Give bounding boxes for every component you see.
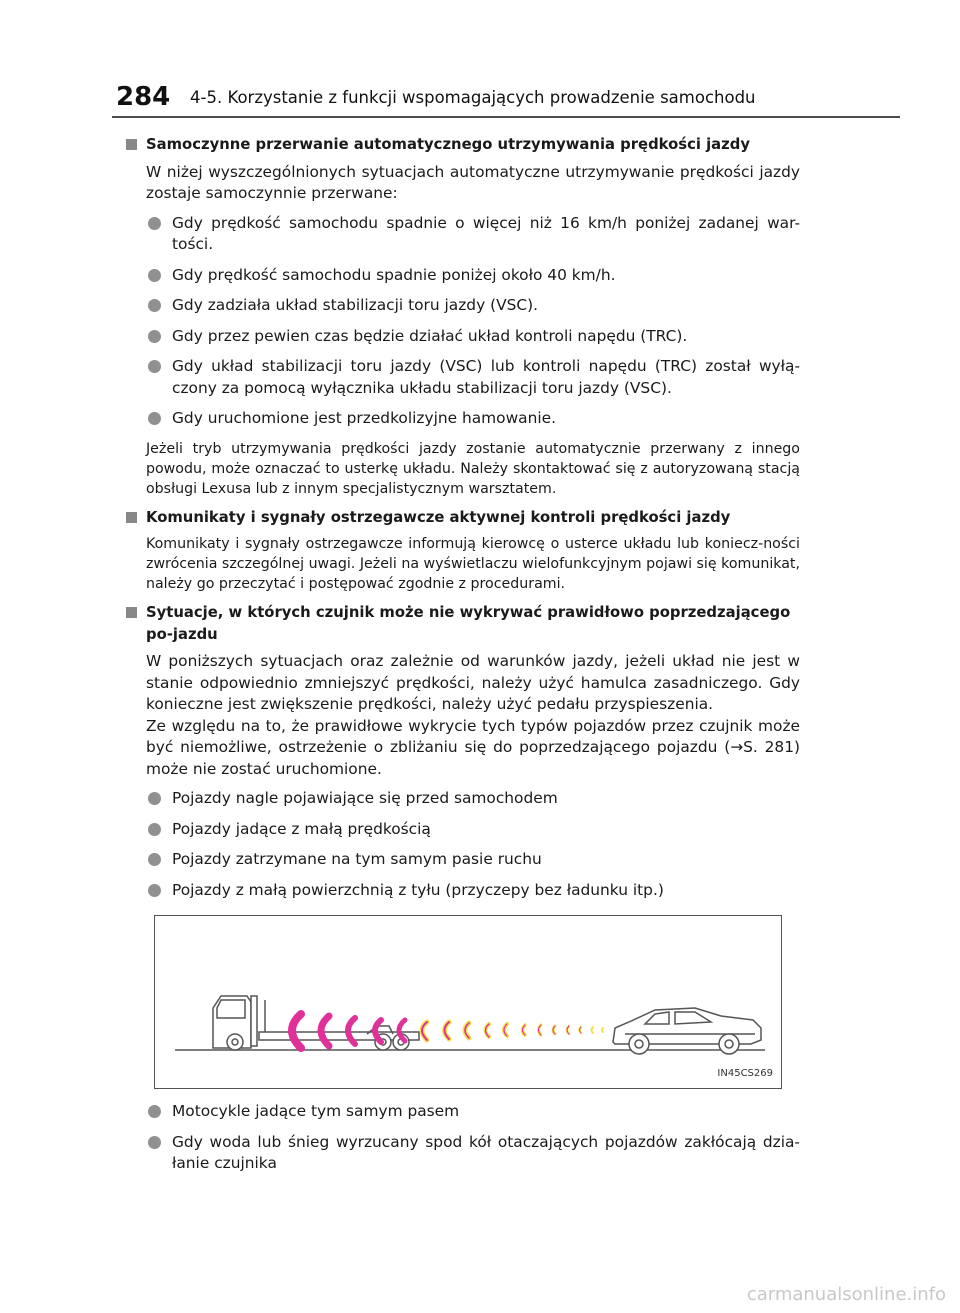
car-icon	[613, 1008, 761, 1054]
bullet-list	[146, 788, 800, 901]
section-heading-text: Sytuacje, w których czujnik może nie wykrywać prawidłowo poprzedzającego po-jazdu	[146, 604, 791, 643]
list-item	[146, 1101, 800, 1123]
list-item	[146, 408, 800, 430]
truck-icon	[213, 996, 419, 1050]
section-heading-text: Samoczynne przerwanie automatycznego utrzymywania prędkości jazdy	[146, 136, 750, 153]
chapter-title: 4-5. Korzystanie z funkcji wspomagających prowadzenie samochodu	[190, 88, 756, 107]
section-intro-2: Ze względu na to, że prawidłowe wykrycie tych typów pojazdów przez czujnik może być niemożliwe, ostrzeżenie o zbliżaniu się do poprzedzającego pojazdu (→S. 281) może nie zostać uruchomione.	[146, 716, 800, 778]
page-header	[112, 80, 900, 118]
list-item-text: Pojazdy z małą powierzchnią z tyłu (przyczepy bez ładunku itp.)	[172, 880, 664, 899]
list-item-text: Pojazdy nagle pojawiające się przed samochodem	[172, 789, 558, 807]
list-item-text: Motocykle jadące tym samym pasem	[172, 1102, 460, 1120]
bullet-list	[146, 213, 800, 430]
radar-waves-icon	[292, 1014, 603, 1048]
bullet-dot-icon	[148, 823, 161, 836]
section-heading-text: Komunikaty i sygnały ostrzegawcze aktywnej kontroli prędkości jazdy	[146, 508, 731, 526]
bullet-dot-icon	[148, 884, 161, 897]
bullet-dot-icon	[148, 792, 161, 805]
bullet-dot-icon	[148, 412, 161, 425]
radar-illustration-svg	[155, 916, 781, 1088]
bullet-dot-icon	[148, 299, 161, 312]
bullet-dot-icon	[148, 1136, 161, 1149]
bullet-dot-icon	[148, 217, 161, 230]
list-item-text: Pojazdy jadące z małą prędkością	[172, 819, 431, 838]
section-heading	[120, 507, 800, 529]
section-heading	[120, 134, 800, 156]
watermark: carmanualsonline.info	[746, 1284, 946, 1305]
radar-illustration	[154, 915, 782, 1089]
page-number: 284	[116, 82, 171, 112]
list-item-text: Gdy przez pewien czas będzie działać układ kontroli napędu (TRC).	[172, 326, 688, 345]
bullet-dot-icon	[148, 1105, 161, 1118]
list-item	[146, 265, 800, 287]
list-item-text: Gdy zadziała układ stabilizacji toru jazdy (VSC).	[172, 296, 539, 314]
list-item	[146, 849, 800, 871]
list-item-text: Pojazdy zatrzymane na tym samym pasie ruchu	[172, 850, 542, 868]
list-item	[146, 1132, 800, 1175]
figure-code: IN45CS269	[717, 1067, 773, 1079]
list-item	[146, 788, 800, 810]
list-item	[146, 213, 800, 256]
bullet-dot-icon	[148, 269, 161, 282]
section-intro: W niżej wyszczególnionych sytuacjach automatyczne utrzymywanie prędkości jazdy zostaje samoczynnie przerwane:	[146, 162, 800, 202]
list-item	[146, 295, 800, 317]
list-item-text: Gdy układ stabilizacji toru jazdy (VSC) lub kontroli napędu (TRC) został wyłą-czony za pomocą wyłącznika układu stabilizacji toru jazdy (VSC).	[172, 357, 800, 397]
list-item	[146, 356, 800, 399]
list-item-text: Gdy woda lub śnieg wyrzucany spod kół otaczających pojazdów zakłócają dzia-łanie czujnika	[172, 1132, 800, 1172]
bullet-dot-icon	[148, 360, 161, 373]
section-note: Jeżeli tryb utrzymywania prędkości jazdy zostanie automatycznie przerwany z innego powodu, może oznaczać to usterkę układu. Należy skontaktować się z autoryzowaną stacją obsługi Lexusa lub z innym specjalistycznym warsztatem.	[146, 440, 800, 497]
section-warnings	[120, 507, 800, 595]
list-item-text: Gdy prędkość samochodu spadnie o więcej niż 16 km/h poniżej zadanej war-tości.	[172, 213, 800, 253]
section-intro: W poniższych sytuacjach oraz zależnie od warunków jazdy, jeżeli układ nie jest w stanie odpowiednio zmniejszyć prędkości, należy użyć hamulca zasadniczego. Gdy konieczne jest zwiększenie prędkości, należy użyć pedału przyspieszenia.	[146, 652, 800, 713]
bullet-dot-icon	[148, 330, 161, 343]
list-item-text: Gdy prędkość samochodu spadnie poniżej około 40 km/h.	[172, 265, 616, 284]
square-bullet-icon	[126, 607, 137, 618]
section-sensor-limits	[120, 602, 800, 1175]
bullet-dot-icon	[148, 853, 161, 866]
list-item-text: Gdy uruchomione jest przedkolizyjne hamowanie.	[172, 409, 556, 427]
square-bullet-icon	[126, 512, 137, 523]
list-item	[146, 326, 800, 348]
section-intro: Komunikaty i sygnały ostrzegawcze informują kierowcę o usterce układu lub koniecz-ności zwrócenia szczególnej uwagi. Jeżeli na wyświetlaczu wielofunkcyjnym pojawi się komunikat, należy go przeczytać i postępować zgodnie z procedurami.	[146, 536, 800, 592]
page-content	[120, 128, 800, 1184]
section-heading	[120, 602, 800, 645]
list-item	[146, 880, 800, 902]
section-auto-cancel	[120, 134, 800, 499]
bullet-list	[146, 1101, 800, 1175]
list-item	[146, 819, 800, 841]
square-bullet-icon	[126, 139, 137, 150]
